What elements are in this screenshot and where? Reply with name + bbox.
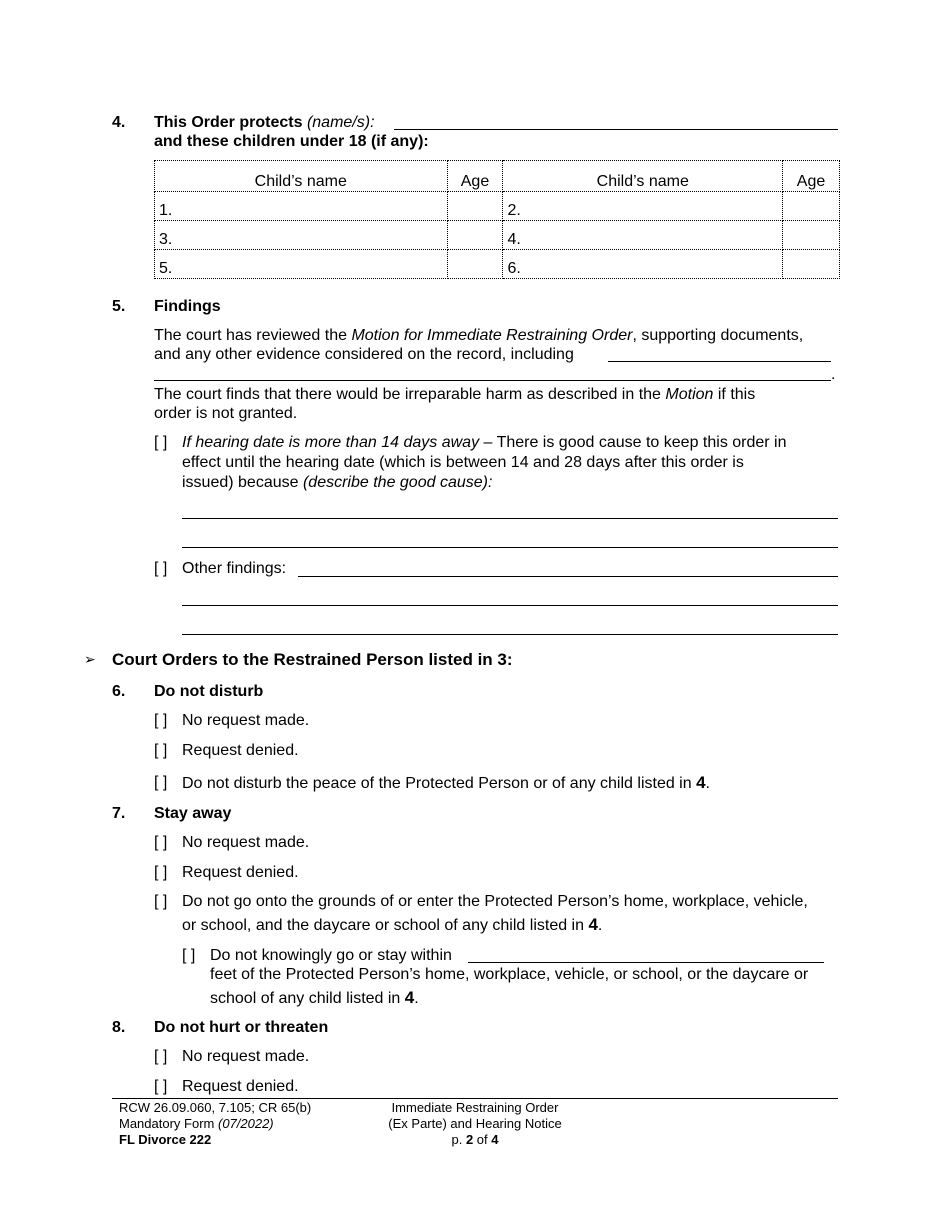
footer-title-2: (Ex Parte) and Hearing Notice [388, 1116, 562, 1131]
findings-text: if this [713, 386, 756, 403]
child-name-cell[interactable]: 3. [155, 221, 448, 250]
other-findings-field-3[interactable] [182, 634, 838, 635]
section-4-subtitle: and these children under 18 (if any): [154, 133, 429, 150]
s6-no-request-checkbox[interactable]: [ ] [154, 712, 168, 729]
section-5-title: Findings [154, 298, 221, 315]
findings-paragraph-2 [154, 385, 755, 404]
footer-title-1: Immediate Restraining Order [391, 1100, 559, 1115]
good-cause-option [182, 433, 787, 452]
other-findings-field-1[interactable] [298, 576, 838, 577]
s8-denied-checkbox[interactable]: [ ] [154, 1078, 168, 1095]
good-cause-text-3 [182, 473, 492, 492]
section-4-title-italic: (name/s): [306, 114, 375, 131]
section-8-number: 8. [112, 1019, 126, 1036]
child-age-cell[interactable] [447, 221, 503, 250]
protected-names-field[interactable] [394, 129, 838, 130]
findings-motion-ref: Motion [665, 386, 714, 403]
s7-denied-label: Request denied. [182, 864, 299, 881]
good-cause-text-2: effect until the hearing date (which is between 14 and 28 days after this order is [182, 454, 744, 471]
s6-do-not-disturb-checkbox[interactable]: [ ] [154, 774, 168, 791]
s6-denied-checkbox[interactable]: [ ] [154, 742, 168, 759]
section-4-title [154, 113, 375, 132]
footer-form-text: Mandatory Form [119, 1116, 218, 1131]
findings-text: The court finds that there would be irreparable harm as described in the [154, 386, 666, 403]
table-row [155, 221, 840, 250]
s7-sub-text: school of any child listed in [210, 990, 405, 1007]
footer-form-id: FL Divorce 222 [119, 1132, 212, 1147]
s7-stay-away-label-2 [182, 915, 602, 935]
court-orders-heading-ref: 3 [497, 650, 507, 669]
evidence-period: . [831, 366, 836, 383]
children-table [154, 160, 840, 279]
child-age-cell[interactable] [447, 192, 503, 221]
header-age-2: Age [783, 161, 840, 192]
s7-sub-end: . [414, 990, 419, 1007]
good-cause-text: issued) because [182, 474, 303, 491]
header-child-name-2: Child’s name [503, 161, 783, 192]
footer-page-prefix: p. [451, 1132, 466, 1147]
child-age-cell[interactable] [447, 250, 503, 279]
good-cause-condition: If hearing date is more than 14 days away [182, 434, 480, 451]
s7-distance-label: Do not knowingly go or stay within [210, 947, 452, 964]
child-name-cell[interactable]: 5. [155, 250, 448, 279]
s7-no-request-checkbox[interactable]: [ ] [154, 834, 168, 851]
child-age-cell[interactable] [783, 192, 840, 221]
s7-denied-checkbox[interactable]: [ ] [154, 864, 168, 881]
s8-denied-label: Request denied. [182, 1078, 299, 1095]
table-row [155, 250, 840, 279]
s7-distance-text-3 [210, 988, 419, 1008]
court-orders-heading-text: Court Orders to the Restrained Person listed in [112, 650, 498, 669]
evidence-field-2[interactable] [154, 380, 831, 381]
findings-paragraph-1b: and any other evidence considered on the record, including [154, 346, 574, 363]
s7-distance-text-2: feet of the Protected Person’s home, workplace, vehicle, or school, or the daycare or [210, 966, 809, 983]
s7-distance-field[interactable] [468, 962, 824, 963]
s6-do-not-disturb-label [182, 773, 710, 793]
section-5-number: 5. [112, 298, 126, 315]
good-cause-checkbox[interactable]: [ ] [154, 434, 168, 451]
footer-divider [112, 1098, 838, 1099]
other-findings-checkbox[interactable]: [ ] [154, 560, 168, 577]
section-4-number: 4. [112, 114, 126, 131]
s7-no-request-label: No request made. [182, 834, 310, 851]
s8-no-request-label: No request made. [182, 1048, 310, 1065]
other-findings-label: Other findings: [182, 560, 287, 577]
s7-stay-away-label: Do not go onto the grounds of or enter the Protected Person’s home, workplace, vehicle, [182, 893, 808, 910]
s7-distance-checkbox[interactable]: [ ] [182, 947, 196, 964]
court-orders-heading-colon: : [506, 650, 513, 669]
header-age-1: Age [447, 161, 503, 192]
s7-ref: 4 [588, 915, 598, 934]
child-name-cell[interactable]: 1. [155, 192, 448, 221]
children-table-header [155, 161, 840, 192]
findings-paragraph-1 [154, 326, 803, 345]
footer-page-of: of [473, 1132, 492, 1147]
findings-text: The court has reviewed the [154, 327, 352, 344]
s7-end: . [597, 917, 603, 934]
footer-page-number [375, 1132, 575, 1148]
child-name-cell[interactable]: 4. [503, 221, 783, 250]
s6-text: Do not disturb the peace of the Protected Person or of any child listed in [182, 775, 697, 792]
court-orders-heading [112, 650, 513, 669]
good-cause-text: – There is good cause to keep this order in [479, 434, 787, 451]
section-8-title: Do not hurt or threaten [154, 1019, 329, 1036]
s6-ref: 4 [696, 773, 706, 792]
child-name-cell[interactable]: 2. [503, 192, 783, 221]
section-4-title-text: This Order protects [154, 114, 303, 131]
section-7-number: 7. [112, 805, 126, 822]
s8-no-request-checkbox[interactable]: [ ] [154, 1048, 168, 1065]
s6-no-request-label: No request made. [182, 712, 310, 729]
child-name-cell[interactable]: 6. [503, 250, 783, 279]
section-6-number: 6. [112, 683, 126, 700]
footer-mandatory-form [119, 1116, 274, 1132]
s7-text: or school, and the daycare or school of any child listed in [182, 917, 589, 934]
section-7-title: Stay away [154, 805, 232, 822]
table-row [155, 192, 840, 221]
footer-page-current: 2 [465, 1132, 474, 1147]
child-age-cell[interactable] [783, 250, 840, 279]
s6-denied-label: Request denied. [182, 742, 299, 759]
s7-stay-away-checkbox[interactable]: [ ] [154, 893, 168, 910]
good-cause-field-2[interactable] [182, 547, 838, 548]
good-cause-instruction: (describe the good cause): [302, 474, 493, 491]
good-cause-field-1[interactable] [182, 518, 838, 519]
findings-paragraph-2b: order is not granted. [154, 405, 298, 422]
section-6-title: Do not disturb [154, 683, 264, 700]
s7-sub-ref: 4 [404, 988, 415, 1007]
findings-motion-title: Motion for Immediate Restraining Order [351, 327, 633, 344]
other-findings-field-2[interactable] [182, 605, 838, 606]
child-age-cell[interactable] [783, 221, 840, 250]
s6-end: . [705, 775, 710, 792]
header-child-name-1: Child’s name [155, 161, 448, 192]
evidence-field-1[interactable] [608, 361, 831, 362]
footer-page-total: 4 [491, 1132, 499, 1147]
arrow-bullet-icon: ➢ [84, 651, 96, 667]
findings-text: , supporting documents, [632, 327, 804, 344]
footer-form-date: (07/2022) [217, 1116, 274, 1131]
footer-statute: RCW 26.09.060, 7.105; CR 65(b) [119, 1100, 312, 1115]
